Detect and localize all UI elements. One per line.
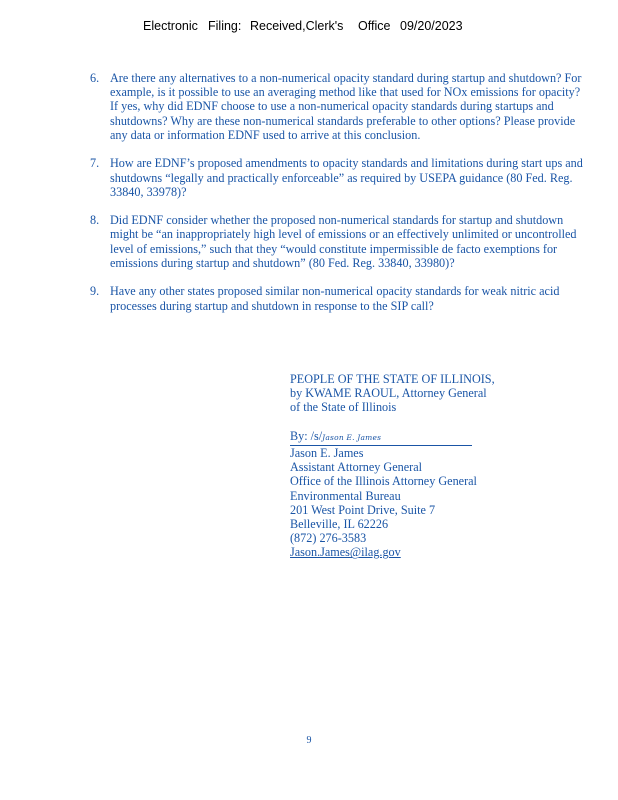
question-number: 7.	[90, 156, 100, 171]
signer-name: Jason E. James	[290, 446, 364, 460]
address-city: Belleville, IL 62226	[290, 517, 389, 532]
page-number: 9	[306, 735, 312, 746]
question-number: 9.	[90, 284, 100, 299]
email-link[interactable]: Jason.James@ilag.gov	[290, 545, 401, 560]
state-line: of the State of Illinois	[290, 400, 397, 415]
signer-bureau: Environmental Bureau	[290, 488, 401, 503]
party-name: PEOPLE OF THE STATE OF ILLINOIS,	[290, 372, 495, 386]
filing-stamp-date: 09/20/2023	[400, 19, 463, 33]
filing-stamp-word-received: Received,Clerk's	[250, 19, 344, 33]
signer-office: Office of the Illinois Attorney General	[290, 474, 477, 489]
question-text: How are EDNF’s proposed amendments to opacity standards and limitations during start ups and shutdowns “legally and practically enforceable” as required by USEPA guidance (80 Fed. Reg. 33840, 33978)?	[110, 156, 583, 199]
question-list	[90, 71, 590, 327]
signature-by-label: By: /s/	[290, 428, 323, 443]
filing-stamp-word-electronic: Electronic	[143, 19, 198, 33]
question-item	[90, 71, 590, 142]
electronic-signature: Jason E. James	[322, 432, 382, 442]
filing-stamp-word-office: Office	[358, 19, 391, 33]
filing-stamp-word-filing: Filing:	[208, 19, 242, 33]
question-text: Did EDNF consider whether the proposed non-numerical standards for startup and shutdown might be “an inappropriately high level of emissions or an effectively unlimited or uncontrolled level of emissions,” such that they “would constitute impermissible de facto exemptions for emissions during startup and shutdown” (80 Fed. Reg. 33840, 33980)?	[110, 213, 577, 270]
question-number: 6.	[90, 71, 100, 85]
question-text: Have any other states proposed similar non-numerical opacity standards for weak nitric acid processes during startup and shutdown in response to the SIP call?	[110, 284, 560, 313]
question-number: 8.	[90, 213, 100, 228]
phone-number: (872) 276-3583	[290, 531, 367, 546]
attorney-general-line: by KWAME RAOUL, Attorney General	[290, 386, 487, 401]
question-text: Are there any alternatives to a non-numerical opacity standard during startup and shutdown? For example, is it possible to use an averaging method like that used for NOx emissions for opacity? If yes, why did EDNF choose to use a non-numerical opacity standards during startups and shutdowns? Why are these non-numerical standards preferable to other options? Please provide any data or information EDNF used to arrive at this conclusion.	[110, 71, 582, 142]
signature-line	[290, 429, 590, 446]
address-street: 201 West Point Drive, Suite 7	[290, 502, 436, 517]
signature-block	[290, 372, 590, 560]
signer-title: Assistant Attorney General	[290, 460, 423, 475]
question-item	[90, 284, 590, 312]
question-item	[90, 156, 590, 199]
question-item	[90, 213, 590, 270]
